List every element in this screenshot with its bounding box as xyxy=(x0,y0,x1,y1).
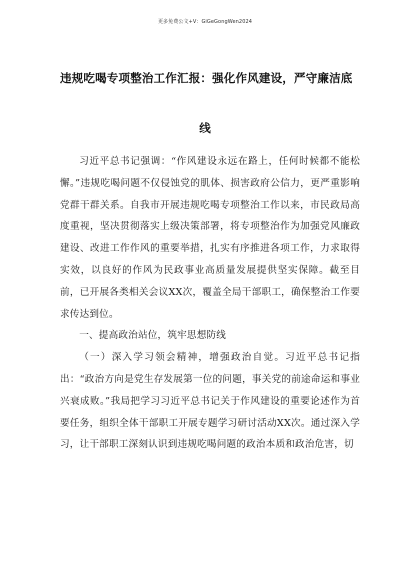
section-heading-1: 一、提高政治站位，筑牢思想防线 xyxy=(79,330,227,342)
paragraph-subsection-1: （一）深入学习领会精神，增强政治自觉。习近平总书记指出：“政治方向是党生存发展第一位的问题，事关党的前途命运和事业兴衰成败。”我局把学习习近平总书记关于作风建设的重要论述作为首要任务，组织全体干部职工开展专题学习研讨活动XX次。通过深入学习，让干部职工深刻认识到违规吃喝问题的政治本质和政治危害，切 xyxy=(60,352,360,451)
document-title-line2: 线 xyxy=(199,121,211,135)
paragraph-intro: 习近平总书记强调：“作风建设永远在路上，任何时候都不能松懈。”违规吃喝问题不仅侵蚀党的肌体、损害政府公信力，更严重影响党群干群关系。自我市开展违规吃喝专项整治工作以来，市民政局高度重视，坚决贯彻落实上级决策部署，将专项整治作为加强党风廉政建设、改进工作作风的重要举措，扎实有序推进各项工作，力求取得实效，以良好的作风为民政事业高质量发展提供坚实保障。截至目前，已开展各类相关会议XX次，覆盖全局干部职工，确保整治工作要求传达到位。 xyxy=(60,156,360,320)
header-note: 更多免费公文+V：GiGeGongWen2024 xyxy=(157,19,253,25)
document-body xyxy=(60,151,360,456)
document-title-line1: 违规吃喝专项整治工作汇报：强化作风建设，严守廉洁底 xyxy=(60,71,353,85)
